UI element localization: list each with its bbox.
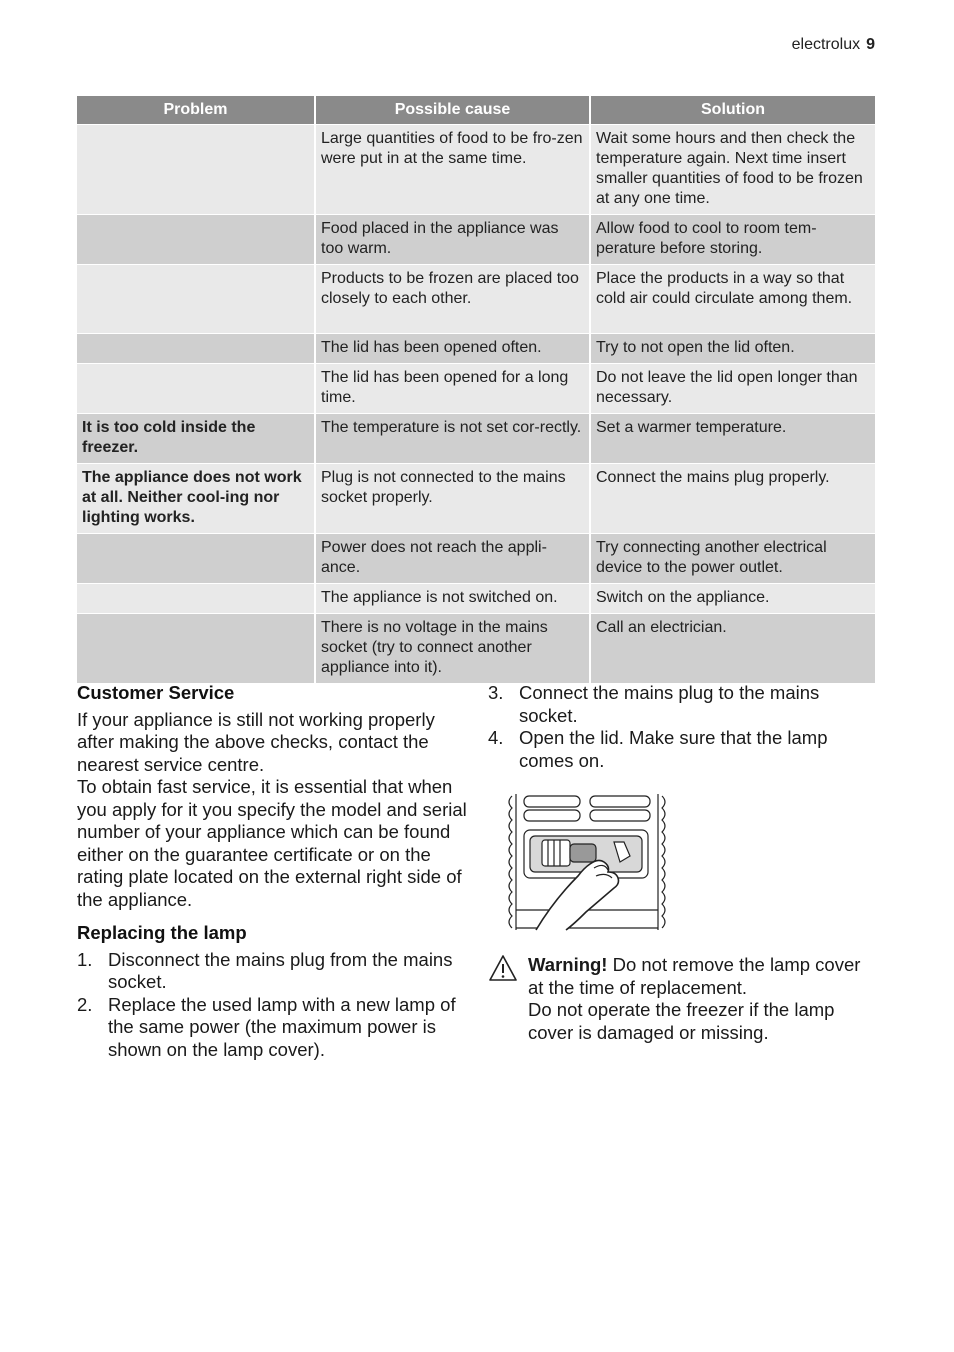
solution-cell: Try connecting another electrical device to the power outlet. <box>590 534 875 584</box>
customer-service-paragraph: If your appliance is still not working properly after making the above checks, contact the nearest service centre. <box>77 708 435 775</box>
list-item <box>488 682 880 727</box>
warning-label: Warning! <box>528 954 608 975</box>
column-header-solution: Solution <box>590 96 875 125</box>
lamp-steps-list <box>77 949 469 1062</box>
table-header-row <box>77 96 875 125</box>
troubleshooting-table <box>77 96 875 683</box>
solution-cell: Place the products in a way so that cold air could circulate among them. <box>590 265 875 334</box>
warning-text-2: Do not operate the freezer if the lamp cover is damaged or missing. <box>528 999 835 1043</box>
lamp-steps-list <box>488 682 880 772</box>
replacing-lamp-heading: Replacing the lamp <box>77 922 247 943</box>
step-text: Disconnect the mains plug from the mains socket. <box>108 948 453 992</box>
right-column <box>488 682 880 1044</box>
table-row <box>77 334 875 364</box>
step-text: Connect the mains plug to the mains socket. <box>519 682 820 726</box>
table-row <box>77 265 875 334</box>
problem-cell <box>77 265 315 334</box>
solution-cell: Wait some hours and then check the temperature again. Next time insert smaller quantities of food to be frozen at any one time. <box>590 125 875 215</box>
step-text: Open the lid. Make sure that the lamp comes on. <box>519 727 828 771</box>
solution-cell: Call an electrician. <box>590 614 875 684</box>
table-row <box>77 125 875 215</box>
solution-cell: Connect the mains plug properly. <box>590 464 875 534</box>
problem-cell <box>77 215 315 265</box>
left-column <box>77 682 469 1061</box>
problem-cell <box>77 125 315 215</box>
customer-service-heading: Customer Service <box>77 682 235 703</box>
column-header-cause: Possible cause <box>315 96 590 125</box>
step-number: 3. <box>488 682 504 703</box>
table-row <box>77 584 875 614</box>
table-row <box>77 364 875 414</box>
warning-text <box>528 954 880 999</box>
list-item <box>77 994 469 1062</box>
table-row <box>77 534 875 584</box>
cause-cell: The temperature is not set cor-rectly. <box>315 414 590 464</box>
solution-cell: Allow food to cool to room tem-perature before storing. <box>590 215 875 265</box>
table-row <box>77 414 875 464</box>
solution-cell: Switch on the appliance. <box>590 584 875 614</box>
step-number: 2. <box>77 993 93 1015</box>
list-item <box>77 949 469 994</box>
cause-cell: Large quantities of food to be fro-zen were put in at the same time. <box>315 125 590 215</box>
page-number: 9 <box>866 36 875 53</box>
solution-cell: Do not leave the lid open longer than necessary. <box>590 364 875 414</box>
cause-cell: Plug is not connected to the mains socket properly. <box>315 464 590 534</box>
warning-box <box>488 954 880 1044</box>
step-text: Replace the used lamp with a new lamp of the same power (the maximum power is shown on the lamp cover). <box>108 993 456 1060</box>
solution-cell: Set a warmer temperature. <box>590 414 875 464</box>
cause-cell: The lid has been opened often. <box>315 334 590 364</box>
problem-cell <box>77 614 315 684</box>
brand-name: electrolux <box>791 36 861 53</box>
table-row <box>77 215 875 265</box>
cause-cell: Food placed in the appliance was too warm. <box>315 215 590 265</box>
column-header-problem: Problem <box>77 96 315 125</box>
solution-cell: Try to not open the lid often. <box>590 334 875 364</box>
cause-cell: The lid has been opened for a long time. <box>315 364 590 414</box>
problem-cell: The appliance does not work at all. Neither cool-ing nor lighting works. <box>77 464 315 534</box>
lamp-replacement-illustration <box>496 790 672 934</box>
step-number: 4. <box>488 727 504 748</box>
cause-cell: The appliance is not switched on. <box>315 584 590 614</box>
problem-cell <box>77 534 315 584</box>
cause-cell: Products to be frozen are placed too closely to each other. <box>315 265 590 334</box>
warning-text-1: Do not remove the lamp cover at the time of replacement. <box>528 954 861 998</box>
problem-cell: It is too cold inside the freezer. <box>77 414 315 464</box>
table-row <box>77 464 875 534</box>
customer-service-paragraph: To obtain fast service, it is essential that when you apply for it you specify the model and serial number of your appliance which can be found either on the guarantee certificate or on the rating plate located on the external right side of the appliance. <box>77 776 467 910</box>
cause-cell: There is no voltage in the mains socket (try to connect another appliance into it). <box>315 614 590 684</box>
problem-cell <box>77 364 315 414</box>
table-row <box>77 614 875 684</box>
page-header <box>792 36 875 54</box>
problem-cell <box>77 334 315 364</box>
problem-cell <box>77 584 315 614</box>
warning-triangle-icon <box>488 954 518 982</box>
list-item <box>488 727 880 772</box>
cause-cell: Power does not reach the appli-ance. <box>315 534 590 584</box>
step-number: 1. <box>77 948 93 970</box>
